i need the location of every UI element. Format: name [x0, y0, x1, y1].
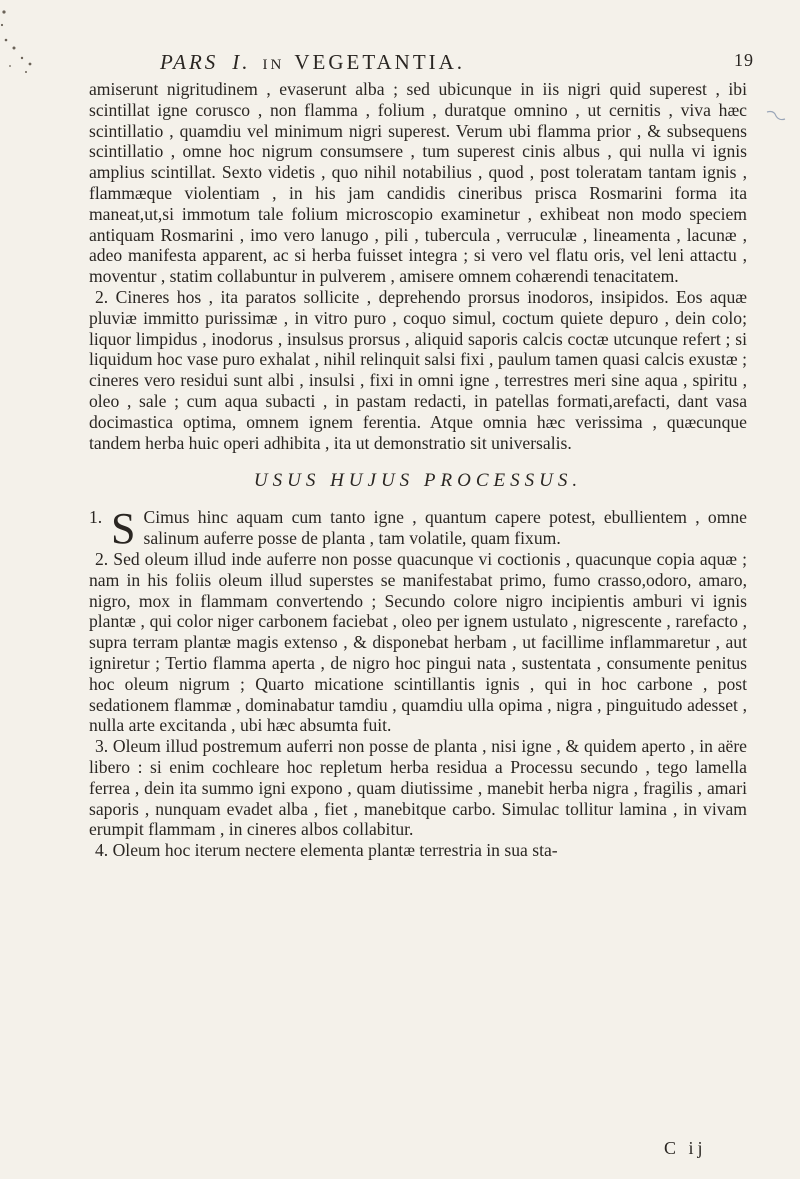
- running-head-part: PARS: [160, 50, 219, 74]
- usus-paragraph-3: 3. Oleum illud postremum auferri non posse de planta , nisi igne , & quidem aperto , in aëre libero : si enim cochleare hoc repletum herba residua a Processu secundo , tego lamella ferrea , dein ita summo igni expono , quam diutissime , manebit herba nigra , fragilis , amari saporis , nunquam evadet alba , fiet , manebitque carbo. Simulac tollitur lamina , in vivam erumpit flammam , in cineres albos collabitur.: [89, 736, 747, 840]
- page-number: 19: [734, 50, 754, 70]
- paragraph-number: 1.: [89, 507, 103, 528]
- margin-mark-decoration: [766, 108, 786, 122]
- running-head: [60, 50, 760, 78]
- section-heading: USUS HUJUS PROCESSUS.: [253, 470, 583, 492]
- usus-paragraph-2: 2. Sed oleum illud inde auferre non posse quacunque vi coctionis , quacunque copia aquæ ; nam in his foliis oleum illud superstes se manifestabat primo, fumo crasso,odoro, amaro, nigro, mox in flammam convertendo ; Secundo colore nigro incipientis amburi vi ignis plantæ , qui color niger carbonem faciebat , oleo per ignem ustulato , nigrescente , rarefacto , supra terram plantæ magis extenso , & disponebat herbam , ut facillime inflammaretur , aut igniretur ; Tertio flamma aperta , de nigro hoc pingui nata , sustentata , consumente penitus hoc oleum nigrum ; Quarto micatione scintillantis ignis , qui in hoc carbone , post sedationem flammæ , dominabatur tamdiu , quamdiu ulla opima , nigra , pinguitudo adesset , nulla arte excitanda , ubi hæc absumta fuit.: [89, 548, 747, 736]
- running-head-in: IN: [262, 57, 285, 73]
- usus-paragraph-1-text: Cimus hinc aquam cum tanto igne , quantum capere potest, ebullientem , omne salinum auferre posse de planta , tam volatile, quam fixum.: [143, 507, 747, 549]
- usus-paragraph-4: 4. Oleum hoc iterum nectere elementa plantæ terrestria in sua sta-: [95, 840, 558, 861]
- running-head-title: [160, 50, 465, 75]
- signature-mark: C ij: [664, 1138, 707, 1158]
- paragraph-2: 2. Cineres hos , ita paratos sollicite , deprehendo prorsus inodoros, insipidos. Eos aquæ pluviæ immitto purissimæ , in vitro puro , coquo simul, coctum quiete depuro , dein colo; liquor limpidus , inodorus , insulsus prorsus , aliquid saporis calcis coctæ utcunque refert ; si liquidum hoc vase puro exhalat , nihil relinquit salsi fixi , paulum tamen quasi calcis exustæ ; cineres vero residui sunt albi , insulsi , fixi in omni igne , terrestres meri sine aqua , spiritu , oleo , sale ; cum aqua subacti , in pastam redacti, in patellas formati,arefacti, dant vasa docimastica optima, omnem ignem ferentia. Atque omnia hæc verissima , quæcunque tandem herba huic operi adhibita , ita ut demonstratio sit universalis.: [89, 286, 747, 453]
- printing-specks-decoration: [0, 0, 40, 120]
- usus-paragraph-1: [89, 504, 747, 554]
- running-head-part-number: I.: [232, 50, 251, 74]
- drop-cap-initial: S: [111, 504, 136, 554]
- body-text: [89, 79, 747, 861]
- running-head-subject: VEGETANTIA.: [294, 50, 466, 74]
- paragraph-continuation: amiserunt nigritudinem , evaserunt alba ; sed ubicunque in iis nigri quid superest , ibi scintillat igne corusco , non flamma , folium , duratque omnino , ut cernitis , viva hæc scintillatio , quamdiu vel minimum nigri superest. Verum ubi flamma prior , & subsequens scintillatio , omne hoc nigrum consumsere , tum superest cinis albus , qui nulla vi ignis amplius scintillat. Sexto videtis , quo nihil notabilius , quod , post toleratam tantam ignis , flammæque violentiam , in his jam candidis cineribus prisca Rosmarini forma ita maneat,ut,si immotum tale folium microscopio examinetur , exhibeat non modo speciem antiquam Rosmarini , imo vero lanugo , pili , tubercula , verruculæ , lineamenta , lacunæ , adeo manifesta apparent, ac si herba fuisset integra ; si vero vel flatu oris, vel leni attactu , moventur , statim collabuntur in pulverem , amisere omnem cohærendi tenacitatem.: [89, 79, 747, 287]
